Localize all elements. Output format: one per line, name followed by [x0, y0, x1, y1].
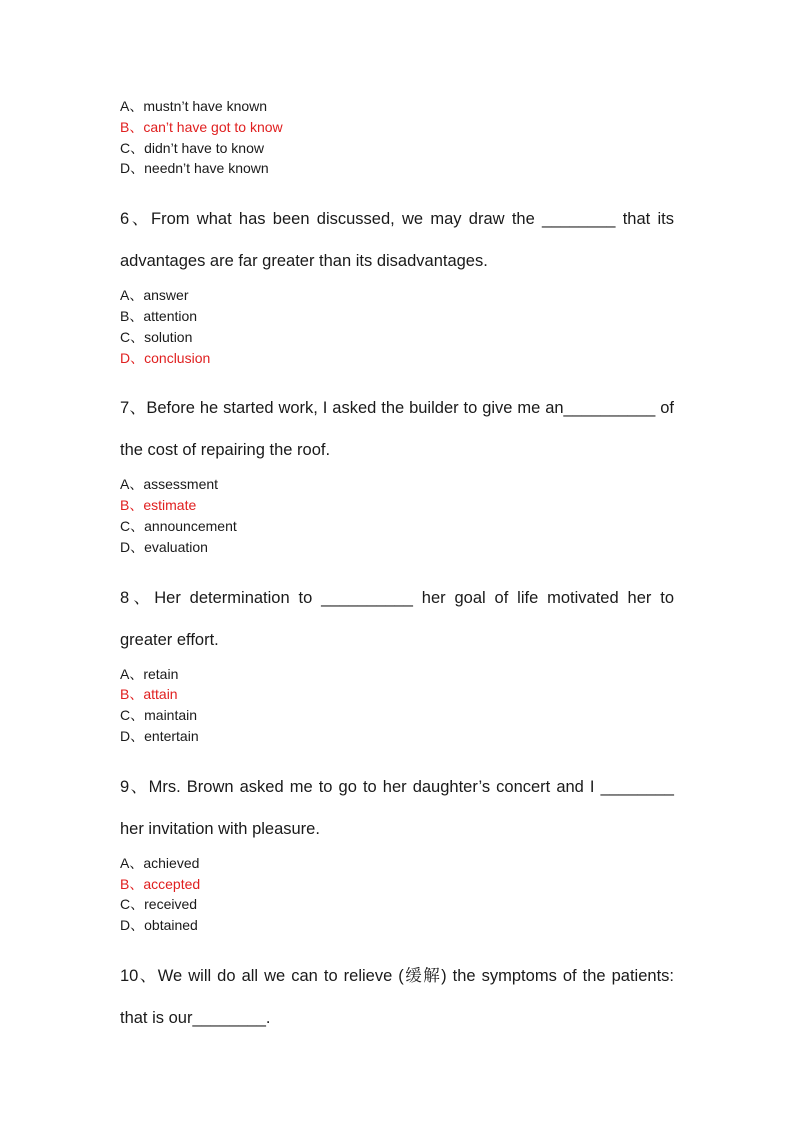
options-list: [120, 664, 674, 747]
option-row-correct: [120, 117, 674, 138]
option-text: received: [144, 896, 198, 913]
option-text: obtained: [144, 917, 198, 934]
option-text: assessment: [143, 476, 219, 493]
leading-options: [120, 96, 674, 179]
option-row: [120, 474, 674, 495]
option-text: can’t have got to know: [143, 118, 283, 135]
option-letter: A、: [120, 854, 144, 871]
quiz-content: [120, 96, 674, 1039]
option-text: mustn’t have known: [143, 98, 268, 114]
option-letter: D、: [120, 727, 145, 744]
option-letter: B、: [120, 118, 144, 135]
question-text: 7、Before he started work, I asked the builder to give me an__________ of the cost of repairing the roof.: [120, 399, 674, 460]
option-letter: A、: [120, 665, 144, 682]
options-list: [120, 474, 674, 557]
option-letter: C、: [120, 707, 145, 724]
option-row-correct: [120, 684, 674, 705]
option-text: maintain: [144, 707, 198, 724]
option-letter: C、: [120, 517, 145, 534]
option-row: [120, 537, 674, 558]
option-letter: A、: [120, 287, 144, 304]
option-row: [120, 327, 674, 348]
options-list: [120, 285, 674, 368]
option-row: [120, 516, 674, 537]
option-row-correct: [120, 495, 674, 516]
question-text: 9、Mrs. Brown asked me to go to her daughter’s concert and I ________ her invitation with pleasure.: [120, 777, 674, 838]
option-row: [120, 705, 674, 726]
option-text: retain: [143, 665, 179, 682]
option-letter: B、: [120, 875, 144, 892]
question-text: 10、We will do all we can to relieve (缓解) the symptoms of the patients: that is our________.: [120, 966, 674, 1027]
question-text: 6、From what has been discussed, we may draw the ________ that its advantages are far greater than its disadvantages.: [120, 210, 674, 271]
option-row-correct: [120, 874, 674, 895]
option-row: [120, 894, 674, 915]
option-row: [120, 306, 674, 327]
option-letter: B、: [120, 307, 144, 324]
question-6: [120, 198, 674, 368]
option-text: accepted: [143, 875, 201, 892]
option-row: [120, 915, 674, 936]
option-text: announcement: [144, 517, 237, 534]
option-letter: A、: [120, 98, 144, 114]
option-letter: B、: [120, 497, 144, 514]
option-text: didn’t have to know: [144, 139, 264, 156]
option-letter: D、: [120, 349, 145, 366]
option-row: [120, 664, 674, 685]
question-9: [120, 766, 674, 936]
option-letter: C、: [120, 328, 145, 345]
question-7: [120, 387, 674, 557]
option-letter: C、: [120, 139, 145, 156]
option-row: [120, 96, 674, 117]
question-10: [120, 955, 674, 1039]
option-row: [120, 285, 674, 306]
option-letter: A、: [120, 476, 144, 493]
option-letter: D、: [120, 917, 145, 934]
option-text: answer: [143, 287, 189, 304]
question-8: [120, 577, 674, 747]
options-list: [120, 853, 674, 936]
option-text: attain: [143, 686, 178, 703]
option-text: attention: [143, 307, 198, 324]
option-row: [120, 853, 674, 874]
option-text: needn’t have known: [144, 160, 269, 177]
option-row: [120, 726, 674, 747]
option-letter: D、: [120, 538, 145, 555]
option-text: achieved: [143, 854, 200, 871]
option-row: [120, 158, 674, 179]
option-text: conclusion: [144, 349, 211, 366]
option-text: solution: [144, 328, 193, 345]
option-text: entertain: [144, 727, 199, 744]
option-letter: B、: [120, 686, 144, 703]
option-letter: D、: [120, 160, 145, 177]
option-letter: C、: [120, 896, 145, 913]
option-row-correct: [120, 348, 674, 369]
option-row: [120, 138, 674, 159]
option-text: evaluation: [144, 538, 208, 555]
option-text: estimate: [143, 497, 197, 514]
question-text: 8、Her determination to __________ her goal of life motivated her to greater effort.: [120, 588, 674, 649]
